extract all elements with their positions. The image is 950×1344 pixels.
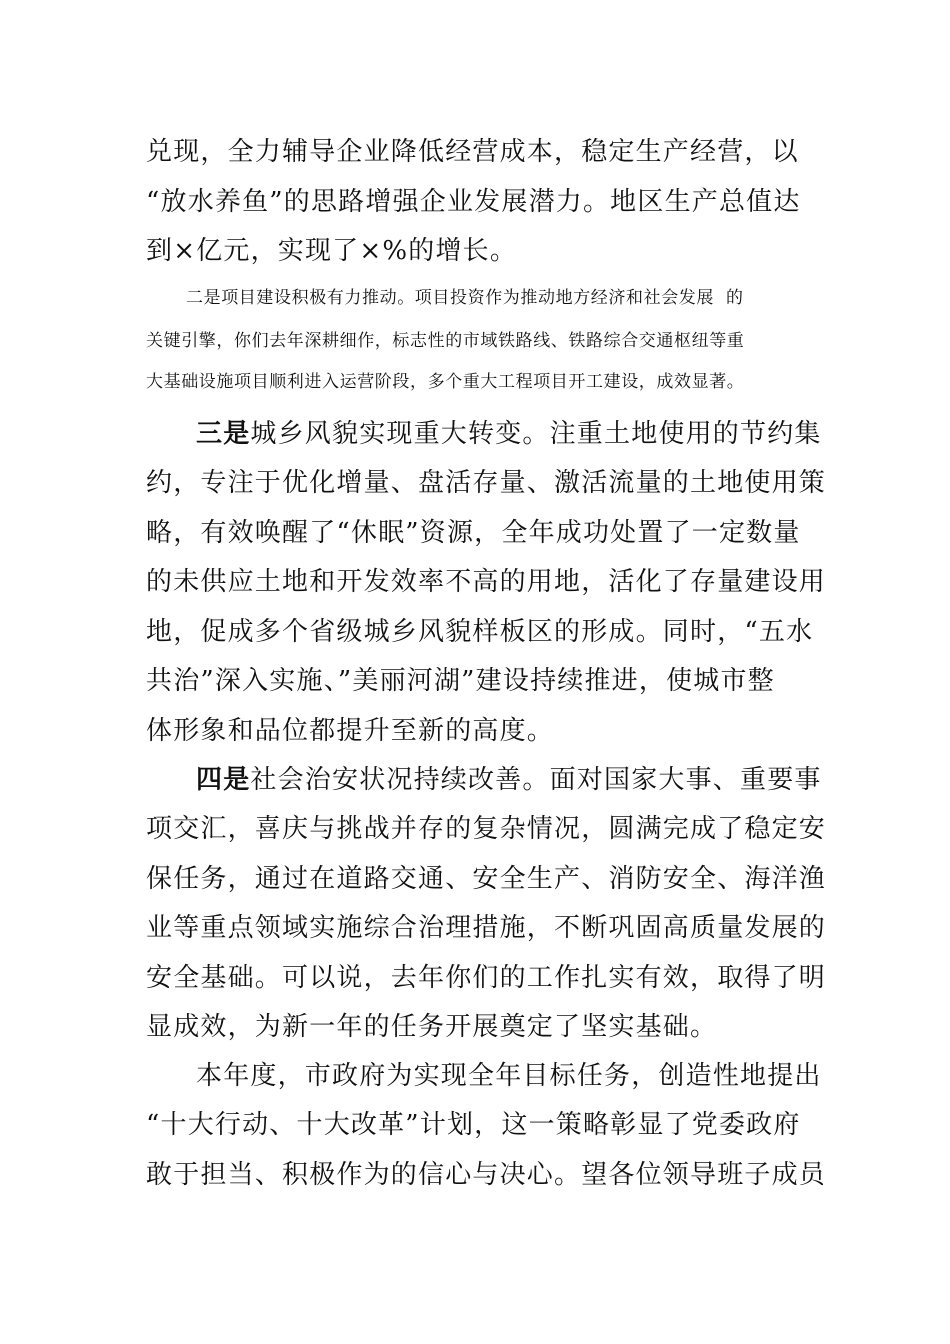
- paragraph3-line-1-text: 城乡风貌实现重大转变。注重土地使用的节约集: [250, 419, 822, 449]
- paragraph3-line-3: 略，有效唤醒了“休眠”资源，全年成功处置了一定数量: [146, 518, 801, 548]
- paragraph4-line-4: 业等重点领域实施综合治理措施，不断巩固高质量发展的: [146, 913, 827, 943]
- paragraph3-line-6: 共治”深入实施、”美丽河湖”建设持续推进，使城市整: [146, 666, 775, 696]
- paragraph5-line-2: “十大行动、十大改革”计划，这一策略彰显了党委政府: [146, 1110, 801, 1140]
- paragraph4-line-2: 项交汇，喜庆与挑战并存的复杂情况，圆满完成了稳定安: [146, 814, 827, 844]
- paragraph4-line-3: 保任务，通过在道路交通、安全生产、消防安全、海洋渔: [146, 864, 827, 894]
- paragraph4-lead: 四是: [196, 765, 251, 795]
- paragraph4-line-5: 安全基础。可以说，去年你们的工作扎实有效，取得了明: [146, 963, 827, 993]
- paragraph3-line-4: 的未供应土地和开发效率不高的用地，活化了存量建设用: [146, 567, 827, 597]
- paragraph5-line-3: 敢于担当、积极作为的信心与决心。望各位领导班子成员: [146, 1160, 827, 1190]
- paragraph2-line-3: 大基础设施项目顺利进入运营阶段，多个重大工程项目开工建设，成效显著。: [146, 372, 745, 392]
- paragraph3-lead: 三是: [196, 419, 251, 449]
- paragraph1-line-2: “放水养鱼”的思路增强企业发展潜力。地区生产总值达: [146, 187, 801, 217]
- paragraph5-line-1: 本年度，市政府为实现全年目标任务，创造性地提出: [196, 1061, 822, 1091]
- paragraph4-line-1: [196, 764, 822, 796]
- paragraph3-line-5: 地，促成多个省级城乡风貌样板区的形成。同时，“五水: [146, 617, 814, 647]
- paragraph2-line-1: 二是项目建设积极有力推动。项目投资作为推动地方经济和社会发展 的: [186, 288, 744, 308]
- paragraph3-line-1: [196, 418, 822, 450]
- paragraph3-line-2: 约，专注于优化增量、盘活存量、激活流量的土地使用策: [146, 468, 827, 498]
- paragraph3-line-7: 体形象和品位都提升至新的高度。: [146, 716, 555, 746]
- paragraph1-line-1: 兑现，全力辅导企业降低经营成本，稳定生产经营，以: [146, 137, 799, 167]
- paragraph2-line-2: 关键引擎，你们去年深耕细作，标志性的市域铁路线、铁路综合交通枢纽等重: [146, 331, 745, 351]
- paragraph4-line-1-text: 社会治安状况持续改善。面对国家大事、重要事: [250, 765, 822, 795]
- paragraph1-line-3: 到×亿元，实现了×%的增长。: [146, 236, 518, 266]
- paragraph4-line-6: 显成效，为新一年的任务开展奠定了坚实基础。: [146, 1012, 718, 1042]
